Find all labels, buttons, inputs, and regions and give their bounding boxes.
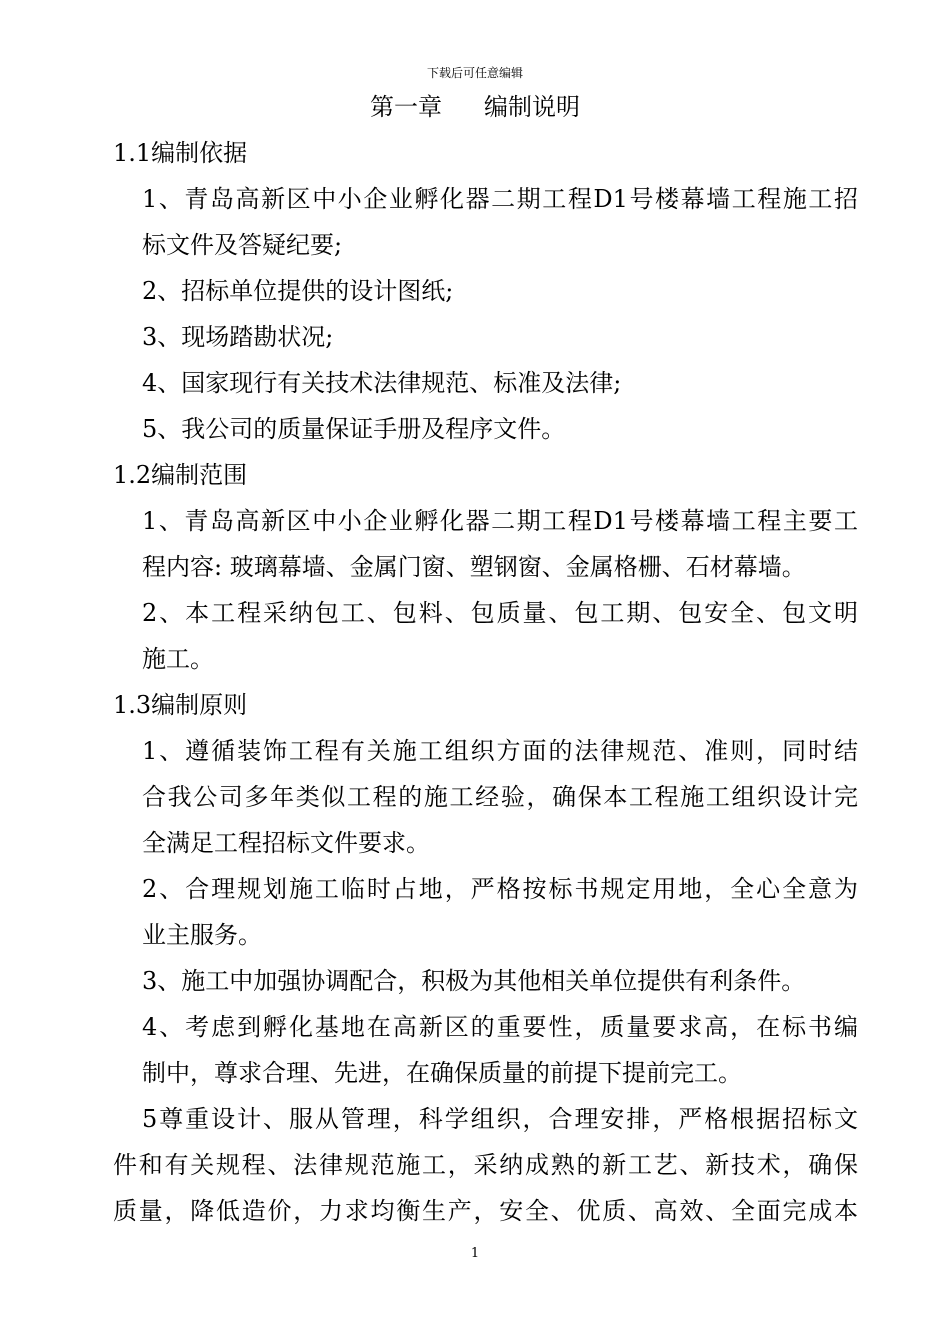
paragraph-line: 业主服务。 xyxy=(142,921,262,949)
paragraph-line: 2、招标单位提供的设计图纸; xyxy=(142,277,454,305)
paragraph-line: 2、本工程采纳包工、包料、包质量、包工期、包安全、包文明 xyxy=(142,599,858,627)
paragraph-line: 施工。 xyxy=(142,645,214,673)
page-number: 1 xyxy=(470,1246,480,1261)
paragraph-line: 1、青岛高新区中小企业孵化器二期工程D1号楼幕墙工程施工招 xyxy=(142,185,858,213)
chapter-name: 编制说明 xyxy=(484,93,580,121)
paragraph-line: 5尊重设计、服从管理，科学组织，合理安排，严格根据招标文 xyxy=(142,1105,858,1133)
section-heading: 1.2编制范围 xyxy=(113,461,248,489)
paragraph-line: 4、考虑到孵化基地在高新区的重要性，质量要求高，在标书编 xyxy=(142,1013,858,1041)
paragraph-line: 全满足工程招标文件要求。 xyxy=(142,829,430,857)
chapter-number: 第一章 xyxy=(370,93,442,121)
paragraph-line: 合我公司多年类似工程的施工经验，确保本工程施工组织设计完 xyxy=(142,783,858,811)
paragraph-line: 5、我公司的质量保证手册及程序文件。 xyxy=(142,415,566,443)
header-note: 下载后可任意编辑 xyxy=(426,66,523,80)
paragraph-line: 件和有关规程、法律规范施工，采纳成熟的新工艺、新技术，确保 xyxy=(113,1151,858,1179)
paragraph-line: 质量，降低造价，力求均衡生产，安全、优质、高效、全面完成本 xyxy=(113,1197,858,1225)
paragraph-line: 制中，尊求合理、先进，在确保质量的前提下提前完工。 xyxy=(142,1059,742,1087)
paragraph-line: 程内容: 玻璃幕墙、金属门窗、塑钢窗、金属格栅、石材幕墙。 xyxy=(142,553,806,581)
section-heading: 1.1编制依据 xyxy=(113,139,248,167)
paragraph-line: 4、国家现行有关技术法律规范、标准及法律; xyxy=(142,369,622,397)
paragraph-line: 3、现场踏勘状况; xyxy=(142,323,334,351)
chapter-title xyxy=(0,92,950,122)
paragraph-line: 3、施工中加强协调配合，积极为其他相关单位提供有利条件。 xyxy=(142,967,806,995)
section-heading: 1.3编制原则 xyxy=(113,691,248,719)
paragraph-line: 标文件及答疑纪要; xyxy=(142,231,343,259)
paragraph-line: 2、合理规划施工临时占地，严格按标书规定用地，全心全意为 xyxy=(142,875,858,903)
paragraph-line: 1、青岛高新区中小企业孵化器二期工程D1号楼幕墙工程主要工 xyxy=(142,507,858,535)
paragraph-line: 1、遵循装饰工程有关施工组织方面的法律规范、准则，同时结 xyxy=(142,737,858,765)
